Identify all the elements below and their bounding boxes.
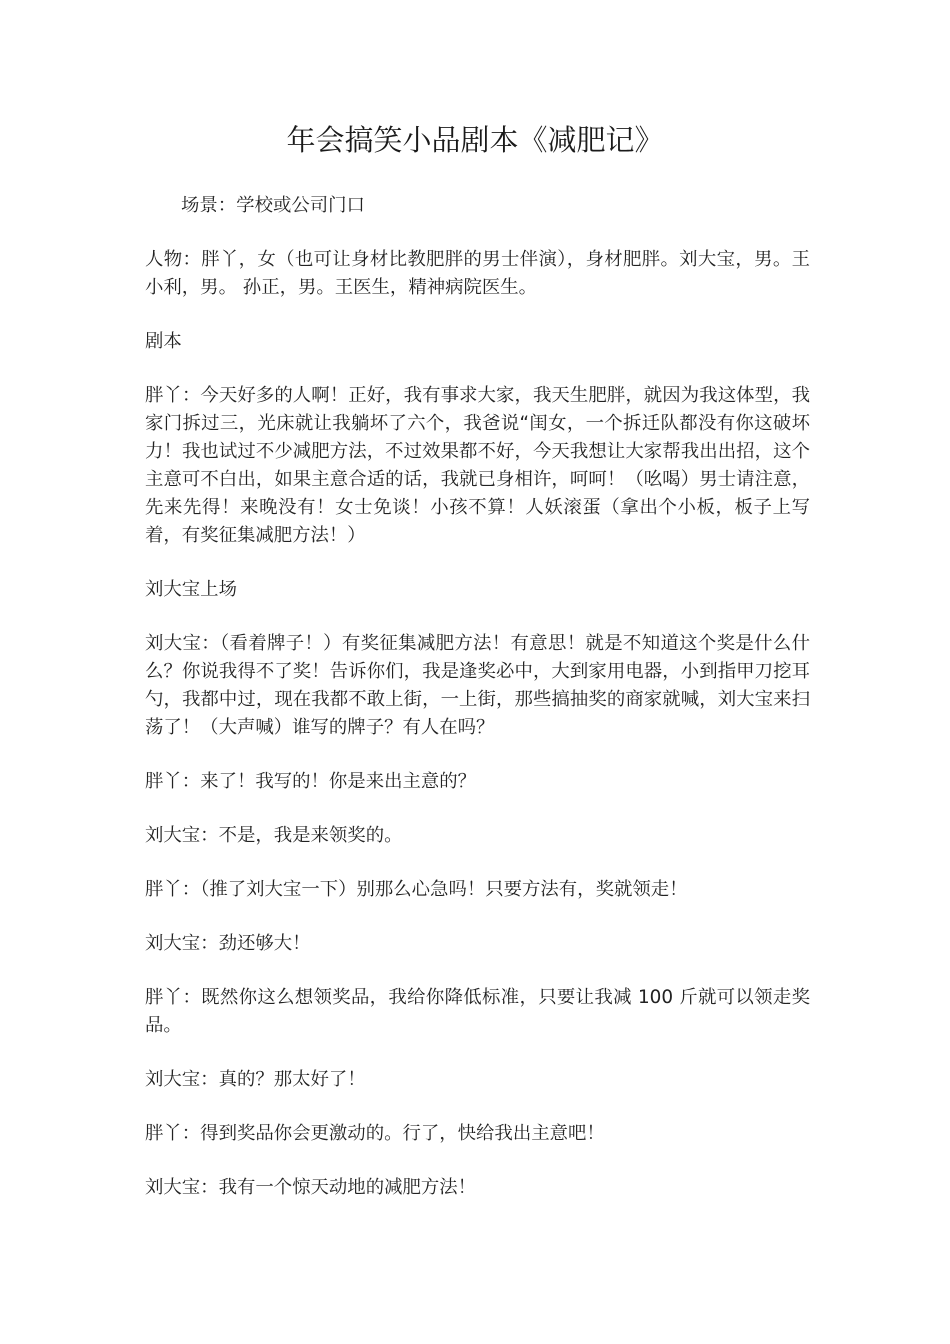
dialogue-paragraph: 刘大宝：（看着牌子！）有奖征集减肥方法！有意思！就是不知道这个奖是什么什么？你说我得不了奖！告诉你们，我是逢奖必中，大到家用电器，小到指甲刀挖耳勺，我都中过，现在我都不敢上街，一上街，那些搞抽奖的商家就喊，刘大宝来扫荡了！（大声喊）谁写的牌子？有人在吗？	[145, 633, 810, 738]
dialogue-paragraph: 刘大宝：不是，我是来领奖的。	[145, 825, 403, 846]
dialogue-paragraph: 胖丫：得到奖品你会更激动的。行了，快给我出主意吧！	[145, 1123, 605, 1144]
dialogue-paragraph: 刘大宝：真的？那太好了！	[145, 1069, 366, 1090]
dialogue-paragraph: 胖丫：（推了刘大宝一下）别那么心急吗！只要方法有，奖就领走！	[145, 879, 688, 900]
scene-line: 场景：学校或公司门口	[181, 195, 365, 216]
dialogue-paragraph: 胖丫：既然你这么想领奖品，我给你降低标准，只要让我减 100 斤就可以领走奖品。	[145, 987, 810, 1036]
dialogue-paragraph: 胖丫：来了！我写的！你是来出主意的？	[145, 771, 477, 792]
document-title: 年会搞笑小品剧本《减肥记》	[286, 123, 664, 157]
stage-direction: 刘大宝上场	[145, 579, 237, 600]
dialogue-paragraph: 刘大宝：我有一个惊天动地的减肥方法！	[145, 1177, 477, 1198]
script-heading: 剧本	[145, 331, 182, 352]
document-body	[145, 192, 810, 1228]
dialogue-paragraph: 胖丫：今天好多的人啊！正好，我有事求大家，我天生肥胖，就因为我这体型，我家门拆过三，光床就让我躺坏了六个，我爸说“闺女，一个拆迁队都没有你这破坏力！我也试过不少减肥方法，不过效果都不好，今天我想让大家帮我出出招，这个主意可不白出，如果主意合适的话，我就已身相许，呵呵！（吆喝）男士请注意，先来先得！来晚没有！女士免谈！小孩不算！人妖滚蛋（拿出个小板，板子上写着，有奖征集减肥方法！）	[145, 385, 810, 546]
characters-paragraph: 人物：胖丫，女（也可让身材比教肥胖的男士伴演），身材肥胖。刘大宝，男。王小利，男。 孙正，男。王医生，精神病院医生。	[145, 249, 810, 298]
dialogue-paragraph: 刘大宝：劲还够大！	[145, 933, 311, 954]
